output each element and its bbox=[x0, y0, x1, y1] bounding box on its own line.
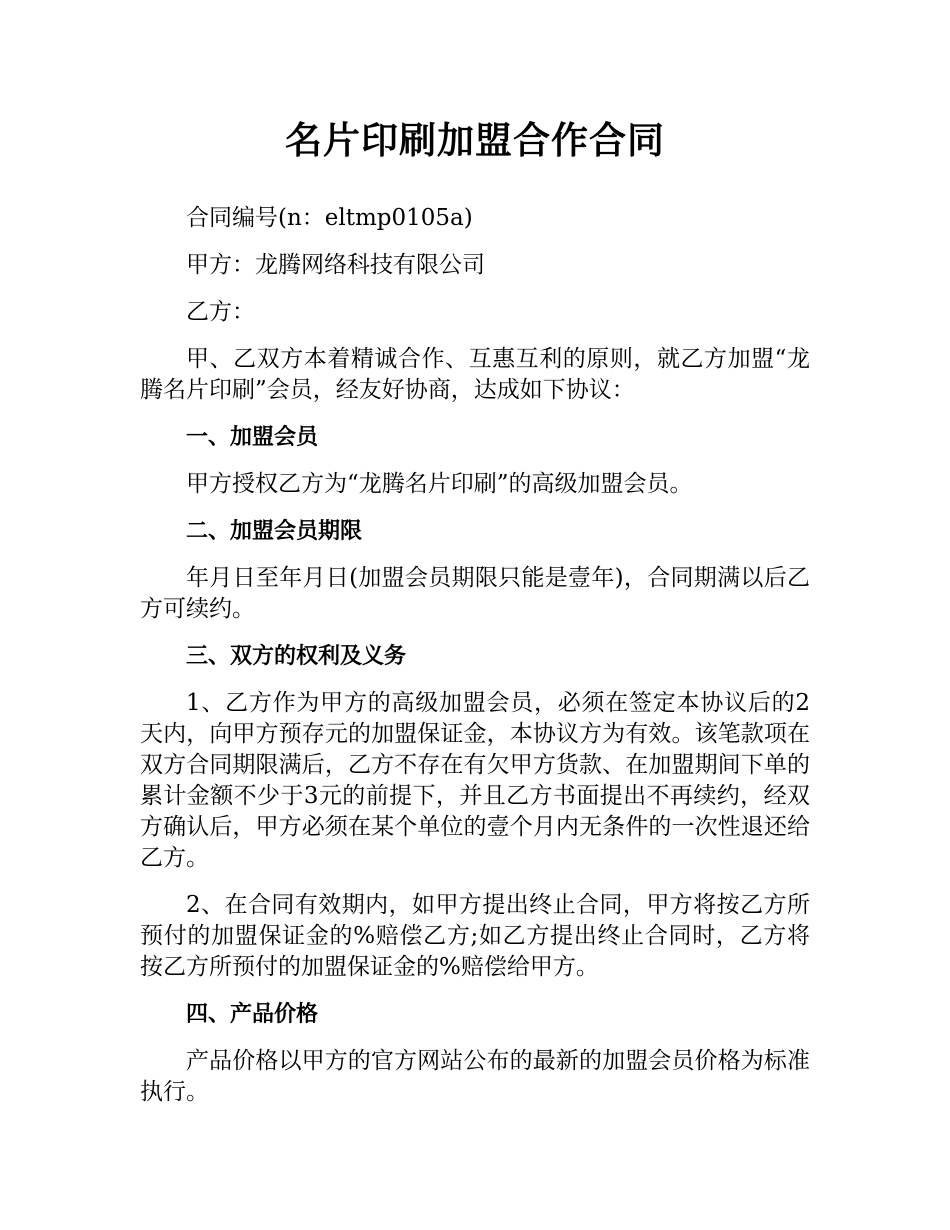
document-body bbox=[140, 203, 810, 1124]
document-title: 名片印刷加盟合作合同 bbox=[285, 119, 665, 162]
section-paragraph: 2、在合同有效期内，如甲方提出终止合同，甲方将按乙方所预付的加盟保证金的%赔偿乙方;如乙方提出终止合同时，乙方将按乙方所预付的加盟保证金的%赔偿给甲方。 bbox=[140, 892, 810, 980]
intro-paragraph: 甲、乙双方本着精诚合作、互惠互利的原则，就乙方加盟“龙腾名片印刷”会员，经友好协商，达成如下协议： bbox=[140, 346, 810, 403]
section-heading-membership: 一、加盟会员 bbox=[186, 425, 319, 450]
contract-number: 合同编号(n：eltmp0105a) bbox=[186, 205, 473, 231]
section-heading-rights: 三、双方的权利及义务 bbox=[186, 644, 407, 669]
section-heading-price: 四、产品价格 bbox=[186, 1002, 319, 1027]
party-a: 甲方：龙腾网络科技有限公司 bbox=[186, 252, 485, 278]
section-paragraph: 甲方授权乙方为“龙腾名片印刷”的高级加盟会员。 bbox=[186, 471, 693, 497]
section-paragraph: 1、乙方作为甲方的高级加盟会员，必须在签定本协议后的2天内，向甲方预存元的加盟保证金，本协议方为有效。该笔款项在双方合同期限满后，乙方不存在有欠甲方货款、在加盟期间下单的累计金额不少于3元的前提下，并且乙方书面提出不再续约，经双方确认后，甲方必须在某个单位的壹个月内无条件的一次性退还给乙方。 bbox=[140, 690, 810, 871]
party-b: 乙方： bbox=[186, 299, 255, 325]
section-paragraph: 年月日至年月日(加盟会员期限只能是壹年)，合同期满以后乙方可续约。 bbox=[140, 565, 810, 622]
section-heading-term: 二、加盟会员期限 bbox=[186, 519, 363, 544]
section-paragraph: 产品价格以甲方的官方网站公布的最新的加盟会员价格为标准执行。 bbox=[140, 1048, 810, 1105]
